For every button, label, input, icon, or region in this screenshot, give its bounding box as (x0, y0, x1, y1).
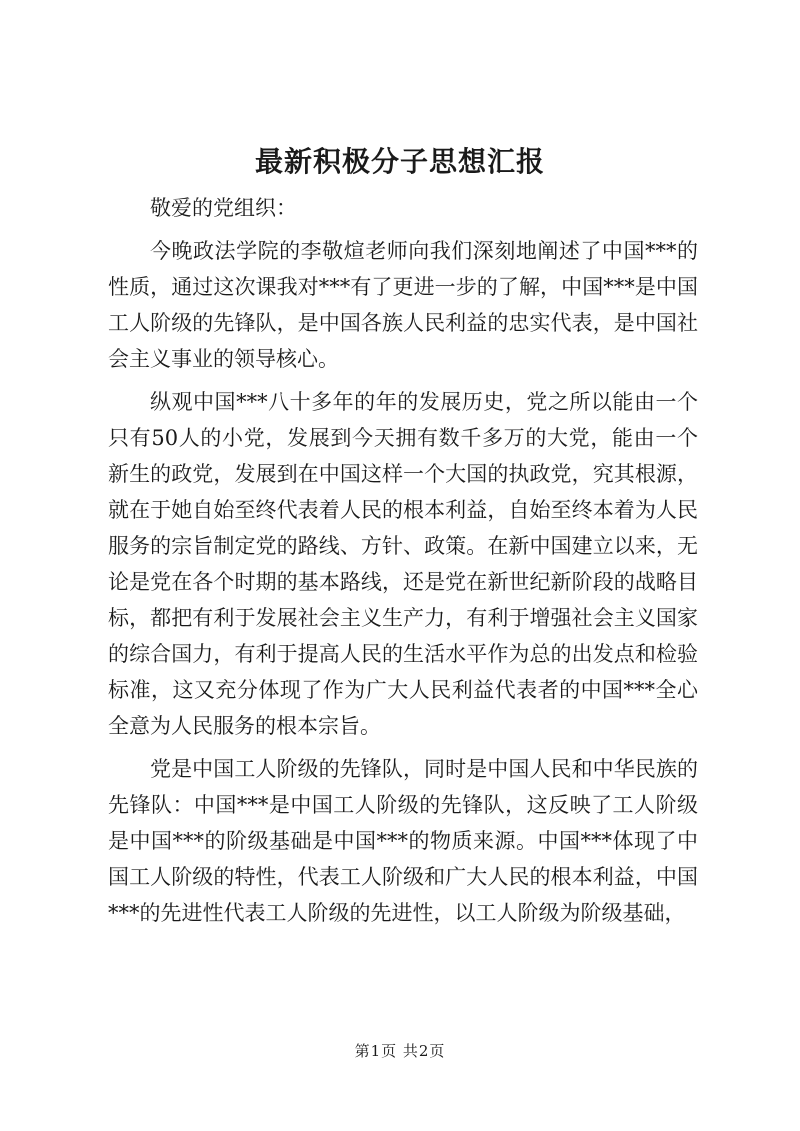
salutation: 敬爱的党组织： (150, 196, 297, 220)
paragraph-1: 今晚政法学院的李敬煊老师向我们深刻地阐述了中国***的性质，通过这次课我对***有了更进一步的了解，中国***是中国工人阶级的先锋队，是中国各族人民利益的忠实代表，是中国社会主义事业的领导核心。 (108, 239, 698, 371)
document-title: 最新积极分子思想汇报 (254, 145, 545, 178)
paragraph-3: 党是中国工人阶级的先锋队，同时是中国人民和中华民族的先锋队：中国***是中国工人阶级的先锋队，这反映了工人阶级是中国***的阶级基础是中国***的物质来源。中国***体现了中国工人阶级的特性，代表工人阶级和广大人民的根本利益，中国***的先进性代表工人阶级的先进性，以工人阶级为阶级基础， (108, 757, 698, 925)
page-footer: 第1页 共2页 (354, 1042, 446, 1060)
document-body (108, 190, 698, 931)
paragraph-2: 纵观中国***八十多年的年的发展历史，党之所以能由一个只有50人的小党，发展到今天拥有数千多万的大党，能由一个新生的政党，发展到在中国这样一个大国的执政党，究其根源，就在于她自始至终代表着人民的根本利益，自始至终本着为人民服务的宗旨制定党的路线、方针、政策。在新中国建立以来，无论是党在各个时期的基本路线，还是党在新世纪新阶段的战略目标，都把有利于发展社会主义生产力，有利于增强社会主义国家的综合国力，有利于提高人民的生活水平作为总的出发点和检验标准，这又充分体现了作为广大人民利益代表者的中国***全心全意为人民服务的根本宗旨。 (108, 390, 698, 738)
